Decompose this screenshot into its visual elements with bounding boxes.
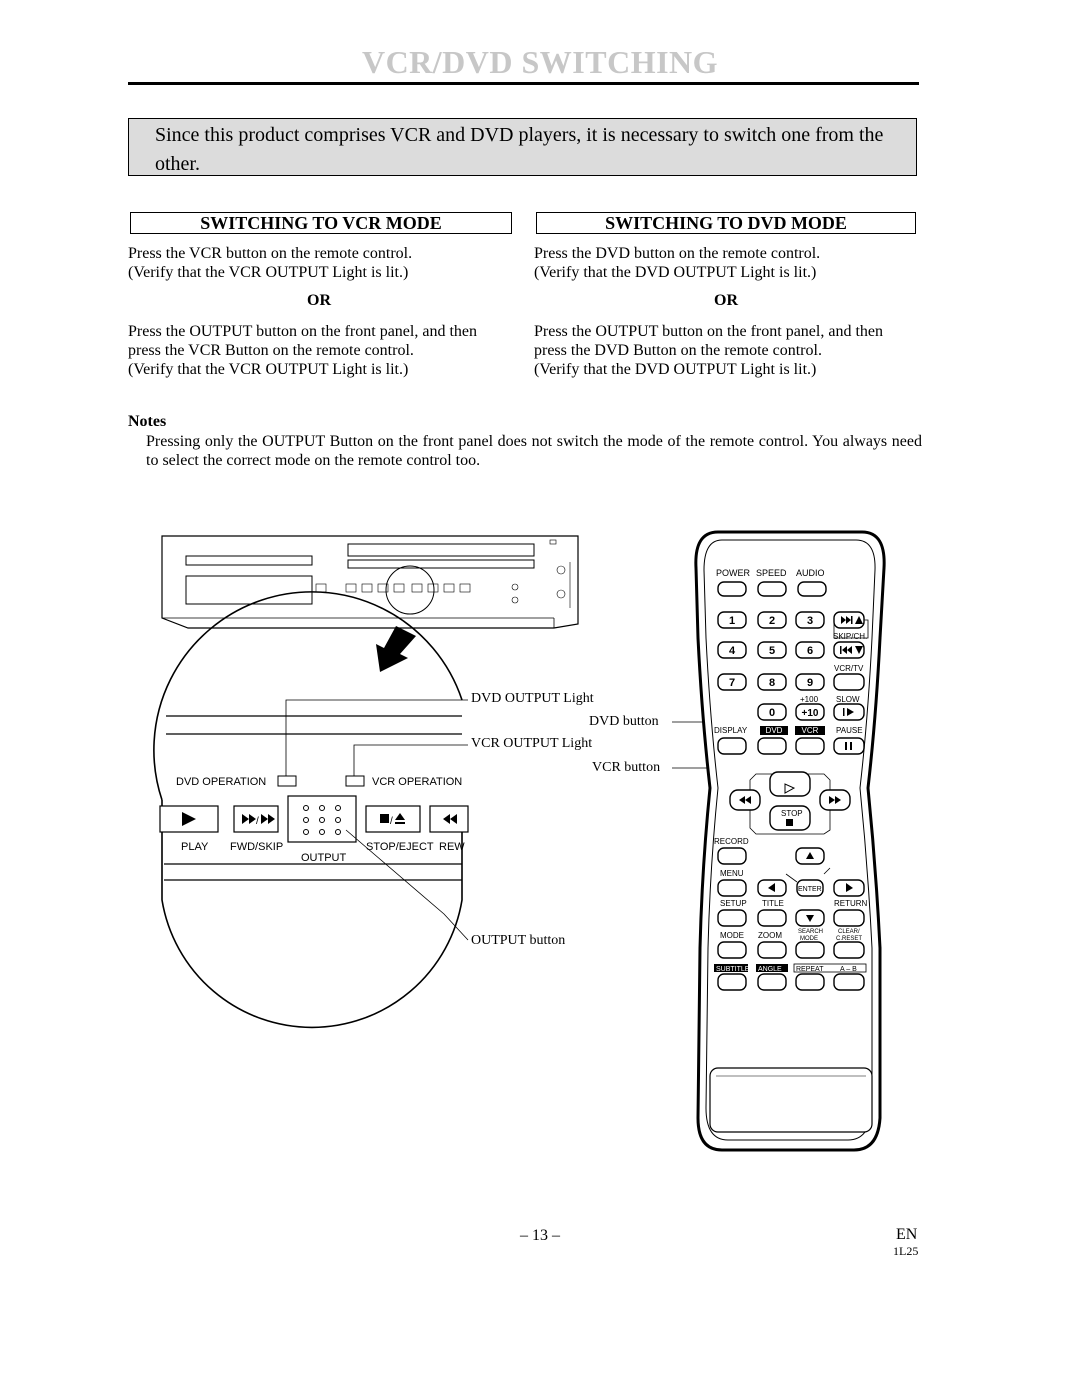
fwd-skip-label: FWD/SKIP bbox=[230, 841, 284, 853]
remote-speed-button[interactable] bbox=[758, 582, 786, 596]
vcr-light-leader bbox=[354, 745, 468, 776]
remote-creset-label: C.RESET bbox=[836, 936, 863, 942]
notes-body: Pressing only the OUTPUT Button on the front panel does not switch the mode of the remote control. You always need to select the correct mode on the remote control too. bbox=[146, 433, 922, 469]
remote-key-4-label: 4 bbox=[728, 645, 736, 657]
notes-heading: Notes bbox=[128, 413, 167, 430]
remote-plus100-label: +100 bbox=[800, 695, 819, 704]
remote-power-label: POWER bbox=[716, 568, 751, 578]
remote-key-5-label: 5 bbox=[768, 645, 776, 657]
remote-key-3-label: 3 bbox=[806, 615, 814, 627]
remote-return-label: RETURN bbox=[834, 899, 868, 908]
panel-rew-button[interactable] bbox=[430, 806, 468, 832]
remote-search-mode-button[interactable] bbox=[796, 942, 824, 958]
output-label: OUTPUT bbox=[301, 852, 347, 864]
remote-display-button[interactable] bbox=[718, 738, 746, 754]
remote-clear-label: CLEAR/ bbox=[838, 929, 860, 935]
vcr-output-light bbox=[346, 776, 364, 786]
play-label: PLAY bbox=[181, 841, 209, 853]
vcr-step1-line1: Press the VCR button on the remote control. bbox=[128, 245, 413, 262]
remote-menu-label: MENU bbox=[720, 869, 744, 878]
remote-search-label: SEARCH bbox=[798, 929, 824, 935]
remote-vcr-tv-label: VCR/TV bbox=[834, 664, 864, 673]
remote-return-button[interactable] bbox=[834, 910, 864, 926]
remote-mode-button[interactable] bbox=[718, 942, 746, 958]
remote-record-label: RECORD bbox=[714, 837, 749, 846]
remote-search-mode-label: MODE bbox=[800, 936, 818, 942]
remote-angle-label: ANGLE bbox=[758, 966, 782, 973]
remote-mode-label: MODE bbox=[720, 931, 744, 940]
remote-slow-label: SLOW bbox=[836, 695, 860, 704]
remote-zoom-label: ZOOM bbox=[758, 931, 782, 940]
zoomed-front-panel bbox=[154, 592, 468, 1028]
model-code: 1L25 bbox=[893, 1244, 919, 1258]
remote-power-button[interactable] bbox=[718, 582, 746, 596]
remote-stop-label: STOP bbox=[781, 809, 803, 818]
deck-illustration bbox=[150, 530, 593, 1110]
callout-vcr-button: VCR button bbox=[592, 760, 661, 775]
remote-key-6-label: 6 bbox=[806, 645, 814, 657]
dvd-operation-label: DVD OPERATION bbox=[176, 776, 267, 788]
remote-menu-button[interactable] bbox=[718, 880, 746, 896]
remote-repeat-label: REPEAT bbox=[796, 966, 824, 973]
zoom-arrow-icon bbox=[376, 626, 416, 672]
remote-clear-button[interactable] bbox=[834, 942, 864, 958]
language-code: EN bbox=[896, 1226, 918, 1243]
remote-play-button[interactable] bbox=[770, 772, 810, 796]
vcr-mode-step1 bbox=[128, 244, 412, 282]
remote-title-label: TITLE bbox=[762, 899, 784, 908]
stop-eject-label: STOP/EJECT bbox=[366, 841, 434, 853]
remote-key-8-label: 8 bbox=[768, 677, 776, 689]
remote-skip-ch-label: SKIP/CH. bbox=[833, 632, 868, 641]
remote-enter-label: ENTER bbox=[798, 886, 822, 893]
remote-dvd-label: DVD bbox=[765, 726, 783, 735]
vcr-step2-line2: press the VCR Button on the remote control. bbox=[128, 342, 414, 359]
panel-fwd-skip-button[interactable] bbox=[234, 806, 278, 832]
remote-vcr-button[interactable] bbox=[796, 738, 824, 754]
rew-label: REW bbox=[439, 841, 465, 853]
remote-key-0-label: 0 bbox=[768, 707, 776, 719]
remote-control bbox=[690, 528, 890, 1156]
remote-dvd-button[interactable] bbox=[758, 738, 786, 754]
remote-display-label: DISPLAY bbox=[714, 726, 748, 735]
remote-a-b-label: A – B bbox=[840, 966, 857, 973]
callout-dvd-button: DVD button bbox=[589, 714, 659, 729]
remote-speed-label: SPEED bbox=[756, 568, 787, 578]
callout-vcr-output-light: VCR OUTPUT Light bbox=[471, 736, 593, 751]
dvd-output-light bbox=[278, 776, 296, 786]
remote-angle-button[interactable] bbox=[758, 974, 786, 990]
vcr-mode-heading: SWITCHING TO VCR MODE bbox=[130, 212, 512, 234]
vcr-step2-line1: Press the OUTPUT button on the front panel, and then bbox=[128, 323, 477, 340]
panel-play-button[interactable] bbox=[160, 806, 218, 832]
remote-pause-button[interactable] bbox=[834, 738, 864, 754]
title-rule bbox=[128, 82, 919, 85]
dvd-step2-line2: press the DVD Button on the remote control. bbox=[534, 342, 822, 359]
remote-vcr-tv-button[interactable] bbox=[834, 674, 864, 690]
callout-dvd-output-light: DVD OUTPUT Light bbox=[471, 691, 594, 706]
remote-setup-button[interactable] bbox=[718, 910, 746, 926]
remote-zoom-button[interactable] bbox=[758, 942, 786, 958]
remote-repeat-button[interactable] bbox=[796, 974, 824, 990]
intro-text: Since this product comprises VCR and DVD players, it is necessary to switch one from the other. bbox=[155, 124, 884, 175]
svg-text:/: / bbox=[390, 816, 393, 827]
remote-key-9-label: 9 bbox=[806, 677, 814, 689]
remote-pause-label: PAUSE bbox=[836, 726, 863, 735]
page-number: – 13 – bbox=[520, 1227, 560, 1244]
dvd-step2-line1: Press the OUTPUT button on the front panel, and then bbox=[534, 323, 883, 340]
remote-title-button[interactable] bbox=[758, 910, 786, 926]
remote-audio-button[interactable] bbox=[798, 582, 826, 596]
remote-subtitle-label: SUBTITLE bbox=[716, 966, 750, 973]
remote-battery-cover bbox=[710, 1068, 872, 1132]
remote-key-7-label: 7 bbox=[728, 677, 736, 689]
dvd-light-leader bbox=[286, 700, 468, 776]
remote-audio-label: AUDIO bbox=[796, 568, 825, 578]
callout-output-button: OUTPUT button bbox=[471, 933, 566, 948]
dvd-mode-step1 bbox=[534, 244, 820, 282]
vcr-operation-label: VCR OPERATION bbox=[372, 776, 463, 788]
dvd-step1-line2: (Verify that the DVD OUTPUT Light is lit.) bbox=[534, 264, 817, 281]
remote-a-b-button[interactable] bbox=[834, 974, 864, 990]
panel-stop-eject-button[interactable] bbox=[366, 806, 420, 832]
intro-box bbox=[128, 118, 917, 176]
dvd-mode-step2 bbox=[534, 322, 883, 379]
remote-key-1-label: 1 bbox=[728, 615, 736, 627]
dvd-step2-line3: (Verify that the DVD OUTPUT Light is lit.) bbox=[534, 361, 817, 378]
vcr-or: OR bbox=[307, 292, 331, 309]
vcr-step2-line3: (Verify that the VCR OUTPUT Light is lit.) bbox=[128, 361, 409, 378]
remote-setup-label: SETUP bbox=[720, 899, 747, 908]
vcr-mode-step2 bbox=[128, 322, 477, 379]
remote-vcr-label: VCR bbox=[801, 726, 819, 735]
remote-key-2-label: 2 bbox=[768, 615, 776, 627]
dvd-step1-line1: Press the DVD button on the remote control. bbox=[534, 245, 821, 262]
panel-output-button[interactable] bbox=[288, 796, 356, 842]
dvd-or: OR bbox=[714, 292, 738, 309]
vcr-step1-line2: (Verify that the VCR OUTPUT Light is lit.) bbox=[128, 264, 409, 281]
vcr-dvd-deck bbox=[162, 536, 578, 628]
dvd-mode-heading: SWITCHING TO DVD MODE bbox=[536, 212, 916, 234]
remote-subtitle-button[interactable] bbox=[718, 974, 746, 990]
remote-record-button[interactable] bbox=[718, 848, 746, 864]
remote-plus10-label: +10 bbox=[801, 708, 819, 719]
page-title: VCR/DVD SWITCHING bbox=[361, 44, 719, 80]
svg-text:/: / bbox=[256, 816, 259, 827]
